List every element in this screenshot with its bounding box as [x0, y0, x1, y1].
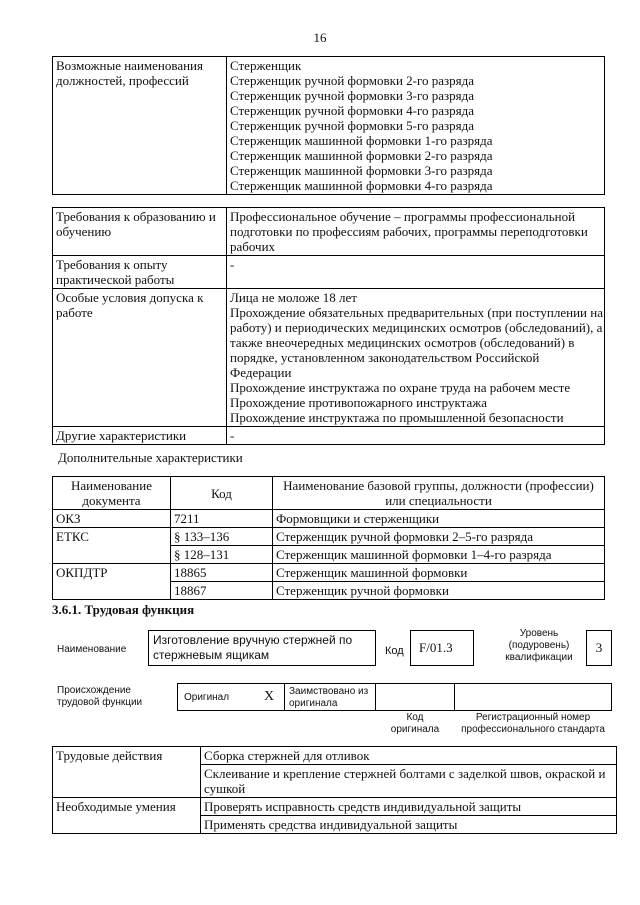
row-name: Стерженщик ручной формовки	[273, 582, 605, 600]
position-item: Стерженщик	[230, 58, 302, 73]
table-header-row	[53, 477, 605, 510]
origin-code-box	[375, 683, 455, 711]
positions-label	[53, 57, 227, 195]
origin-code-caption-line-2: оригинала	[390, 724, 440, 735]
origin-borrowed-box	[284, 683, 376, 711]
function-name-label: Наименование	[57, 644, 127, 655]
row-doc: ОКПДТР	[53, 564, 171, 600]
origin-code-caption-line-1: Код	[406, 712, 424, 723]
special-line: Лица не моложе 18 лет	[230, 290, 357, 305]
origin-reg-box	[454, 683, 612, 711]
special-line: Прохождение инструктажа по промышленной безопасности	[230, 410, 564, 425]
special-label-line-2: работе	[56, 305, 93, 320]
level-label-line-3: квалификации	[505, 652, 573, 663]
origin-reg-caption	[454, 712, 612, 736]
special-line: также внеочередных медицинских осмотров (обследований) в	[230, 335, 575, 350]
experience-value: -	[227, 256, 605, 289]
additional-table	[52, 476, 605, 600]
row-name: Стерженщик ручной формовки 2–5-го разряда	[273, 528, 605, 546]
action-item: Сборка стержней для отливок	[201, 747, 617, 765]
experience-label-line-1: Требования к опыту	[56, 257, 168, 272]
special-line: Прохождение инструктажа по охране труда на рабочем месте	[230, 380, 571, 395]
origin-original-box	[177, 683, 285, 711]
education-label	[53, 208, 227, 256]
table-row	[53, 564, 605, 582]
special-label-line-1: Особые условия допуска к	[56, 290, 204, 305]
table-row	[53, 747, 617, 765]
positions-label-line-1: Возможные наименования	[56, 58, 203, 73]
row-name: Стерженщик машинной формовки 1–4-го разряда	[273, 546, 605, 564]
table-row	[53, 528, 605, 546]
actions-table	[52, 746, 617, 834]
other-value: -	[227, 427, 605, 445]
origin-label-line-1: Происхождение	[57, 685, 131, 696]
special-value	[227, 289, 605, 427]
origin-label	[57, 685, 142, 709]
row-code: 18865	[171, 564, 273, 582]
header-name-line-2: или специальности	[385, 493, 492, 508]
row-code: § 133–136	[171, 528, 273, 546]
origin-original-mark: X	[264, 689, 275, 704]
function-name-line-1: Изготовление вручную стержней по	[153, 633, 353, 647]
education-value-line-2: подготовки по профессиям рабочих, программы переподготовки	[230, 224, 588, 239]
positions-table	[52, 56, 605, 195]
header-name-line-1: Наименование базовой группы, должности (профессии)	[283, 478, 594, 493]
origin-code-caption	[375, 712, 455, 736]
row-name: Формовщики и стерженщики	[273, 510, 605, 528]
education-label-line-2: обучению	[56, 224, 112, 239]
origin-borrowed-line-2: оригинала	[289, 698, 338, 709]
table-row	[53, 427, 605, 445]
origin-borrowed-label	[289, 686, 368, 710]
table-row	[53, 256, 605, 289]
education-value	[227, 208, 605, 256]
row-code: § 128–131	[171, 546, 273, 564]
action-item-text: Склеивание и крепление стержней болтами с заделкой швов, окраской и сушкой	[204, 766, 606, 796]
origin-reg-caption-line-2: профессионального стандарта	[461, 724, 605, 735]
table-row	[53, 798, 617, 816]
level-box: 3	[586, 630, 612, 666]
table-row	[53, 208, 605, 256]
function-name-box	[148, 630, 376, 666]
additional-title: Дополнительные характеристики	[58, 450, 243, 465]
row-name: Стерженщик машинной формовки	[273, 564, 605, 582]
actions-label: Трудовые действия	[53, 747, 201, 798]
origin-label-line-2: трудовой функции	[57, 697, 143, 708]
education-value-line-3: рабочих	[230, 239, 276, 254]
function-name-line-2: стержневым ящикам	[153, 648, 270, 662]
header-doc-line-1: Наименование	[71, 478, 152, 493]
header-name	[273, 477, 605, 510]
special-line: Федерации	[230, 365, 292, 380]
table-row	[53, 289, 605, 427]
action-item	[201, 765, 617, 798]
origin-borrowed-line-1: Заимствовано из	[289, 686, 369, 697]
skill-item: Применять средства индивидуальной защиты	[201, 816, 617, 834]
special-line: Прохождение противопожарного инструктажа	[230, 395, 487, 410]
position-item: Стерженщик машинной формовки 3-го разряда	[230, 163, 493, 178]
special-label	[53, 289, 227, 427]
row-code: 7211	[171, 510, 273, 528]
special-line: порядке, установленном законодательством Российской	[230, 350, 540, 365]
position-item: Стерженщик ручной формовки 3-го разряда	[230, 88, 475, 103]
origin-original-label: Оригинал	[184, 692, 230, 703]
experience-label-line-2: практической работы	[56, 272, 175, 287]
table-row	[53, 57, 605, 195]
origin-reg-caption-line-1: Регистрационный номер	[475, 712, 591, 723]
positions-list	[227, 57, 605, 195]
special-line: работу) и периодических медицинских осмотров (обследований), а	[230, 320, 603, 335]
row-doc: ОКЗ	[53, 510, 171, 528]
header-doc	[53, 477, 171, 510]
row-code: 18867	[171, 582, 273, 600]
position-item: Стерженщик машинной формовки 2-го разряда	[230, 148, 493, 163]
page-number: 16	[313, 30, 327, 45]
table-row	[53, 510, 605, 528]
position-item: Стерженщик машинной формовки 1-го разряда	[230, 133, 493, 148]
section-title: 3.6.1. Трудовая функция	[52, 602, 195, 617]
other-label: Другие характеристики	[53, 427, 227, 445]
position-item: Стерженщик ручной формовки 4-го разряда	[230, 103, 475, 118]
skill-item: Проверять исправность средств индивидуальной защиты	[201, 798, 617, 816]
level-label-line-1: Уровень	[519, 628, 559, 639]
header-doc-line-2: документа	[82, 493, 141, 508]
requirements-table	[52, 207, 605, 445]
function-code-label: Код	[385, 645, 404, 657]
experience-label	[53, 256, 227, 289]
function-code-box: F/01.3	[410, 630, 474, 666]
row-doc: ЕТКС	[53, 528, 171, 564]
position-item: Стерженщик ручной формовки 5-го разряда	[230, 118, 475, 133]
level-label-line-2: (подуровень)	[508, 640, 570, 651]
header-code: Код	[171, 477, 273, 510]
education-value-line-1: Профессиональное обучение – программы профессиональной	[230, 209, 576, 224]
position-item: Стерженщик ручной формовки 2-го разряда	[230, 73, 475, 88]
position-item: Стерженщик машинной формовки 4-го разряда	[230, 178, 493, 193]
skills-label: Необходимые умения	[53, 798, 201, 834]
education-label-line-1: Требования к образованию и	[56, 209, 216, 224]
positions-label-line-2: должностей, профессий	[56, 73, 189, 88]
level-label	[483, 628, 595, 664]
special-line: Прохождение обязательных предварительных (при поступлении на	[230, 305, 603, 320]
